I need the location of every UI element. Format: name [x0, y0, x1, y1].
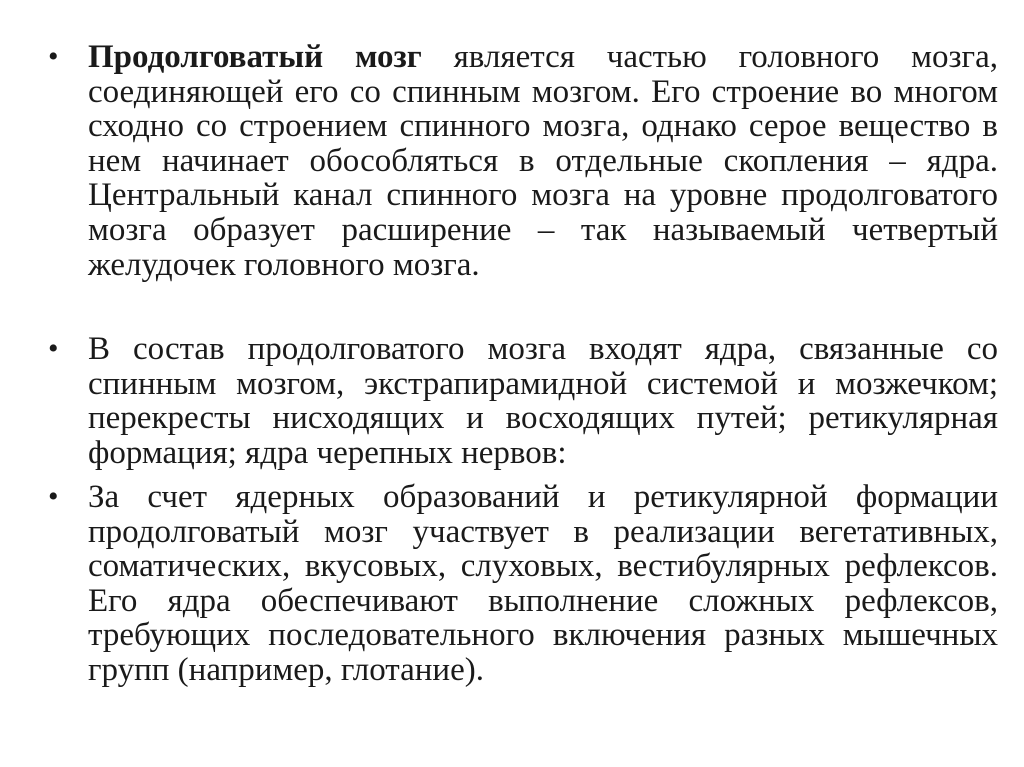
bullet-text: В состав продолговатого мозга входят ядра, связанные со спинным мозгом, экстрапирамидной системой и мозжечком; перекресты нисходящих и восходящих путей; ретикулярная формация; ядра черепных нервов: — [88, 331, 998, 471]
bullet-marker: • — [48, 332, 59, 365]
bullet-item-medulla-reflexes — [48, 479, 998, 688]
bullet-text: является частью головного мозга, соединяющей его со спинным мозгом. Его строение во многом сходно со строением спинного мозга, однако серое вещество в нем начинает обособляться в отдельные скопления – ядра. Центральный канал спинного мозга на уровне продолговатого мозга образует расширение – так называемый четвертый желудочек головного мозга. — [88, 39, 998, 283]
bullet-term: Продолговатый мозг — [88, 39, 422, 75]
bullet-marker: • — [48, 40, 59, 73]
bullet-marker: • — [48, 480, 59, 513]
bullet-item-medulla-composition — [48, 331, 998, 471]
bullet-text: За счет ядерных образований и ретикулярной формации продолговатый мозг участвует в реализации вегетативных, соматических, вкусовых, слуховых, вестибулярных рефлексов. Его ядра обеспечивают выполнение сложных рефлексов, требующих последовательного включения разных мышечных групп (например, глотание). — [88, 479, 998, 688]
bullet-item-medulla-definition — [48, 39, 998, 283]
